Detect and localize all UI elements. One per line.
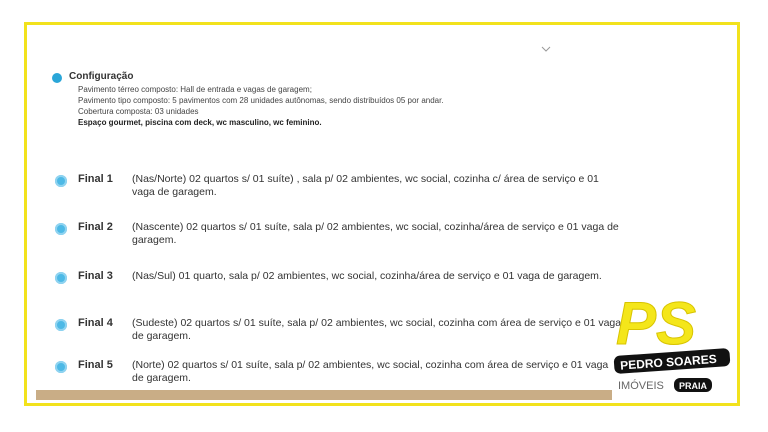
unit-label: Final 4 (78, 317, 113, 329)
bullet-icon (55, 319, 67, 331)
bullet-icon (55, 223, 67, 235)
config-line: Cobertura composta: 03 unidades (78, 107, 199, 116)
svg-text:PS: PS (616, 292, 697, 357)
bullet-icon (55, 361, 67, 373)
bullet-icon (55, 175, 67, 187)
chevron-down-icon[interactable] (541, 44, 551, 54)
unit-description: (Nas/Norte) 02 quartos s/ 01 suíte) , sala p/ 02 ambientes, wc social, cozinha c/ área de serviço e 01 vaga de garagem. (132, 173, 599, 198)
unit-label: Final 3 (78, 270, 113, 282)
config-line: Pavimento térreo composto: Hall de entrada e vagas de garagem; (78, 85, 312, 94)
unit-label: Final 5 (78, 359, 113, 371)
bullet-icon (55, 272, 67, 284)
svg-text:PEDRO SOARES: PEDRO SOARES (619, 351, 718, 373)
pedro-soares-logo (612, 292, 734, 396)
unit-description: (Nas/Sul) 01 quarto, sala p/ 02 ambientes, wc social, cozinha/área de serviço e 01 vaga de garagem. (132, 270, 602, 282)
unit-label: Final 2 (78, 221, 113, 233)
unit-description: (Nascente) 02 quartos s/ 01 suíte, sala p/ 02 ambientes, wc social, cozinha/área de serviço e 01 vaga de garagem. (132, 221, 619, 246)
svg-text:IMÓVEIS: IMÓVEIS (618, 380, 664, 392)
bottom-bar (36, 390, 612, 400)
unit-description: (Sudeste) 02 quartos s/ 01 suíte, sala p/ 02 ambientes, wc social, cozinha com área de serviço e 01 vaga de garagem. (132, 317, 622, 342)
unit-label: Final 1 (78, 173, 113, 185)
unit-description: (Norte) 02 quartos s/ 01 suíte, sala p/ 02 ambientes, wc social, cozinha com área de serviço e 01 vaga de garagem. (132, 359, 609, 384)
config-line: Pavimento tipo composto: 5 pavimentos com 28 unidades autônomas, sendo distribuídos 05 por andar. (78, 96, 444, 105)
configuracao-lines (78, 84, 444, 128)
configuracao-title: Configuração (69, 71, 134, 82)
svg-text:PRAIA: PRAIA (679, 381, 708, 391)
info-icon (52, 73, 62, 83)
config-line-bold: Espaço gourmet, piscina com deck, wc masculino, wc feminino. (78, 118, 322, 127)
